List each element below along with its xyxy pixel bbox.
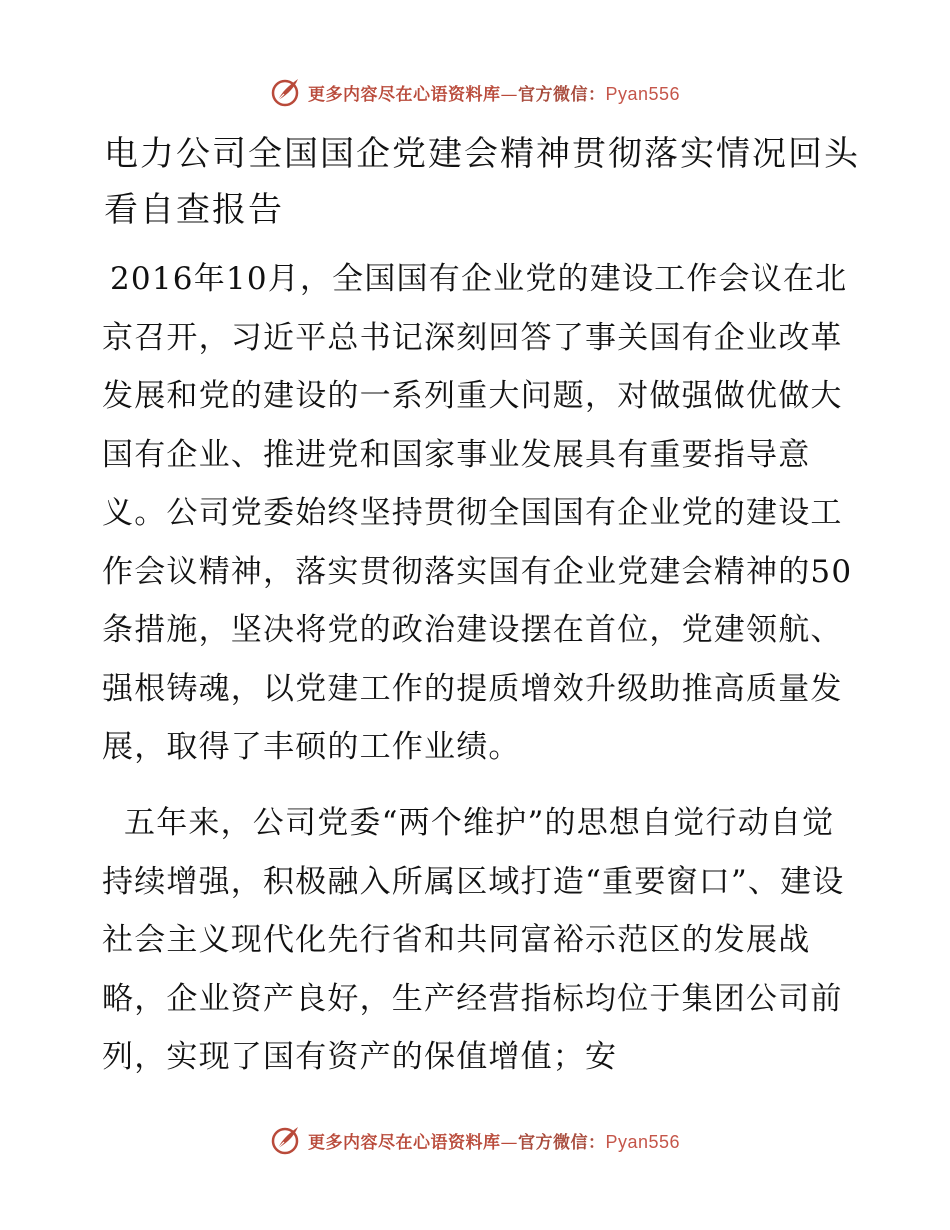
header-watermark xyxy=(0,72,950,112)
body-paragraph-2: 五年来，公司党委“两个维护”的思想自觉行动自觉持续增强，积极融入所属区域打造“重要窗口”、建设社会主义现代化先行省和共同富裕示范区的发展战略，企业资产良好，生产经营指标均位于集团公司前列，实现了国有资产的保值增值；安 xyxy=(102,805,845,1075)
body-paragraph-1: 2016年10月，全国国有企业党的建设工作会议在北京召开，习近平总书记深刻回答了事关国有企业改革发展和党的建设的一系列重大问题，对做强做优做大国有企业、推进党和国家事业发展具有重要指导意义。公司党委始终坚持贯彻全国国有企业党的建设工作会议精神，落实贯彻落实国有企业党建会精神的50条措施，坚决将党的政治建设摆在首位，党建领航、强根铸魂，以党建工作的提质增效升级助推高质量发展，取得了丰硕的工作业绩。 xyxy=(102,261,853,765)
watermark-dash: — xyxy=(500,84,518,105)
watermark-wechat-id: Pyan556 xyxy=(605,1131,681,1152)
watermark-dash: — xyxy=(500,1132,518,1153)
footer-watermark xyxy=(0,1120,950,1160)
watermark-label: 官方微信： xyxy=(517,1132,606,1153)
watermark-main-text: 更多内容尽在心语资料库 xyxy=(307,1132,501,1153)
watermark-main-text: 更多内容尽在心语资料库 xyxy=(307,84,501,105)
watermark-label: 官方微信： xyxy=(517,84,606,105)
quill-logo-icon xyxy=(270,76,302,108)
quill-logo-icon xyxy=(270,1124,302,1156)
document-title: 电力公司全国国企党建会精神贯彻落实情况回头看自查报告 xyxy=(104,134,860,230)
watermark-wechat-id: Pyan556 xyxy=(605,83,681,104)
